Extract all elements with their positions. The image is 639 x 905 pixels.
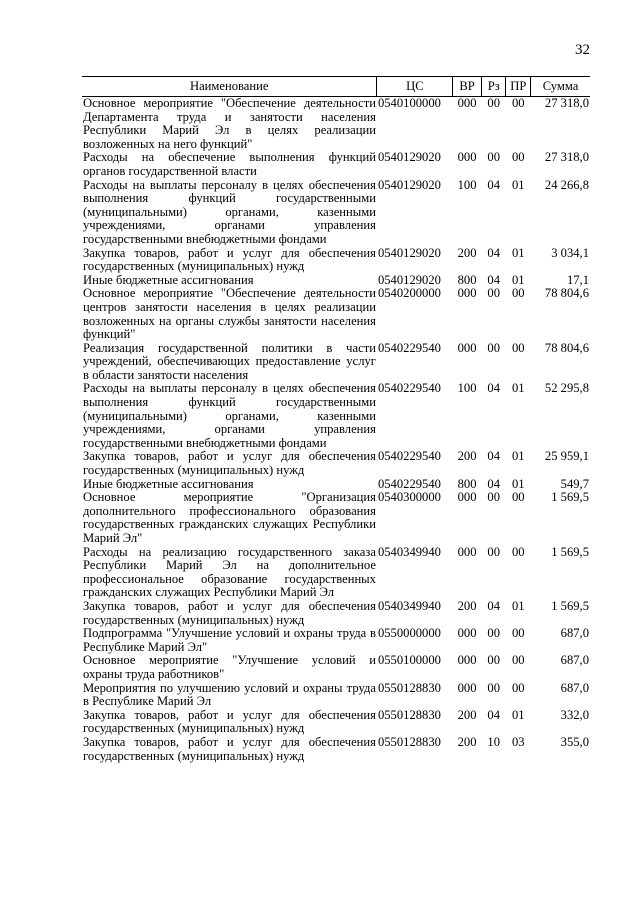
cell-sum: 1 569,5 xyxy=(551,544,589,559)
cell-rz: 00 xyxy=(487,96,500,110)
cell-pr: 01 xyxy=(511,272,525,287)
table-row xyxy=(82,491,590,545)
cell-sum: 24 266,8 xyxy=(544,177,589,192)
header-row xyxy=(82,77,590,97)
cell-rz: 00 xyxy=(487,626,500,641)
column-header-pr: ПР xyxy=(506,77,531,97)
cell-rz: 04 xyxy=(487,707,500,722)
cell-sum: 332,0 xyxy=(560,707,589,722)
cell-cs: 0550128830 xyxy=(377,707,441,722)
cell-name: Закупка товаров, работ и услуг для обеспечения государственных (муниципальных) нужд xyxy=(83,245,376,274)
cell-name: Закупка товаров, работ и услуг для обеспечения государственных (муниципальных) нужд xyxy=(83,449,376,478)
cell-sum: 1 569,5 xyxy=(551,490,589,505)
cell-name: Расходы на выплаты персоналу в целях обеспечения выполнения функций государственными (муниципальными) органами, казенными учреждениями, органами управления государственными внебюджетными фондами xyxy=(83,177,376,246)
cell-pr: 00 xyxy=(511,340,525,355)
cell-sum: 25 959,1 xyxy=(544,449,589,464)
cell-vr: 200 xyxy=(457,734,477,749)
cell-pr: 00 xyxy=(511,626,525,641)
cell-sum: 355,0 xyxy=(560,734,589,749)
cell-name: Подпрограмма "Улучшение условий и охраны труда в Республике Марий Эл" xyxy=(83,626,376,654)
cell-cs: 0550128830 xyxy=(377,734,441,749)
cell-rz: 04 xyxy=(487,272,500,287)
table-row xyxy=(82,478,590,492)
cell-rz: 04 xyxy=(487,449,500,464)
cell-rz: 00 xyxy=(487,150,500,165)
cell-vr: 200 xyxy=(457,598,477,613)
cell-cs: 0540129020 xyxy=(377,150,441,165)
cell-sum: 687,0 xyxy=(560,626,589,641)
cell-name: Закупка товаров, работ и услуг для обеспечения государственных (муниципальных) нужд xyxy=(83,598,376,627)
table-row xyxy=(82,736,590,763)
cell-vr: 000 xyxy=(457,490,477,505)
cell-vr: 100 xyxy=(457,381,477,396)
cell-sum: 687,0 xyxy=(560,680,589,695)
cell-name: Иные бюджетные ассигнования xyxy=(83,476,254,491)
cell-rz: 04 xyxy=(487,476,500,491)
cell-sum: 78 804,6 xyxy=(544,340,589,355)
cell-name: Мероприятия по улучшению условий и охраны труда в Республике Марий Эл xyxy=(83,680,376,709)
cell-cs: 0540229540 xyxy=(377,340,441,355)
column-header-rz: Рз xyxy=(481,77,506,97)
cell-cs: 0540300000 xyxy=(377,490,441,505)
cell-sum: 17,1 xyxy=(566,272,589,287)
cell-sum: 549,7 xyxy=(560,476,589,491)
table-row xyxy=(82,682,590,709)
cell-sum: 3 034,1 xyxy=(551,245,589,260)
table-row xyxy=(82,97,590,152)
cell-rz: 04 xyxy=(487,598,500,613)
cell-pr: 00 xyxy=(511,680,525,695)
cell-cs: 0540129020 xyxy=(377,245,441,260)
cell-cs: 0540200000 xyxy=(377,286,441,301)
table-row xyxy=(82,654,590,681)
cell-rz: 10 xyxy=(487,734,500,749)
cell-rz: 04 xyxy=(487,177,500,192)
cell-vr: 200 xyxy=(457,707,477,722)
cell-cs: 0540349940 xyxy=(377,544,441,559)
cell-sum: 52 295,8 xyxy=(544,381,589,396)
cell-cs: 0540129020 xyxy=(377,177,441,192)
cell-vr: 000 xyxy=(457,340,477,355)
cell-vr: 200 xyxy=(457,449,477,464)
cell-pr: 00 xyxy=(511,544,525,559)
cell-vr: 000 xyxy=(457,96,477,110)
cell-name: Основное мероприятие "Улучшение условий и охраны труда работников" xyxy=(83,653,376,681)
cell-name: Закупка товаров, работ и услуг для обеспечения государственных (муниципальных) нужд xyxy=(83,734,376,763)
cell-pr: 00 xyxy=(511,490,525,505)
cell-pr: 01 xyxy=(511,449,525,464)
table-row xyxy=(82,382,590,450)
cell-sum: 1 569,5 xyxy=(551,598,589,613)
cell-pr: 01 xyxy=(511,476,525,491)
cell-sum: 687,0 xyxy=(560,653,589,668)
page-number: 32 xyxy=(575,42,590,58)
cell-rz: 00 xyxy=(487,680,500,695)
cell-rz: 04 xyxy=(487,381,500,396)
table-row xyxy=(82,247,590,274)
table-header xyxy=(82,77,590,97)
cell-name: Основное мероприятие "Обеспечение деятельности центров занятости населения в целях реализации возложенных на органы службы занятости населения функций" xyxy=(83,286,376,342)
table-row xyxy=(82,342,590,383)
cell-vr: 000 xyxy=(457,286,477,301)
cell-cs: 0540229540 xyxy=(377,449,441,464)
cell-pr: 01 xyxy=(511,245,525,260)
cell-name: Основное мероприятие "Организация дополнительного профессионального образования государственных гражданских служащих Республики Марий Эл" xyxy=(83,490,376,545)
cell-name: Расходы на реализацию государственного заказа Республики Марий Эл на дополнительное профессиональное образование государственных гражданских служащих Республики Марий Эл xyxy=(83,544,376,600)
cell-name: Основное мероприятие "Обеспечение деятельности Департамента труда и занятости населения Республики Марий Эл в целях реализации возложенных на него функций" xyxy=(83,96,376,151)
table-row xyxy=(82,179,590,247)
table-row xyxy=(82,274,590,288)
cell-vr: 800 xyxy=(457,476,477,491)
column-header-cs: ЦС xyxy=(377,77,453,97)
cell-vr: 000 xyxy=(457,680,477,695)
cell-rz: 00 xyxy=(487,653,500,668)
cell-cs: 0540129020 xyxy=(377,272,441,287)
table-row xyxy=(82,600,590,627)
cell-pr: 00 xyxy=(511,286,525,301)
cell-sum: 78 804,6 xyxy=(544,286,589,301)
cell-cs: 0540229540 xyxy=(377,476,441,491)
cell-cs: 0540100000 xyxy=(377,96,441,110)
cell-rz: 00 xyxy=(487,490,500,505)
table-row xyxy=(82,450,590,477)
cell-name: Реализация государственной политики в части учреждений, обеспечивающих предоставление услуг в области занятости населения xyxy=(83,340,376,382)
column-header-name: Наименование xyxy=(82,77,377,97)
cell-cs: 0550100000 xyxy=(377,653,441,668)
cell-pr: 01 xyxy=(511,707,525,722)
cell-rz: 00 xyxy=(487,544,500,559)
budget-table xyxy=(82,76,590,763)
cell-pr: 01 xyxy=(511,598,525,613)
cell-name: Иные бюджетные ассигнования xyxy=(83,272,254,287)
cell-vr: 000 xyxy=(457,544,477,559)
table-row xyxy=(82,627,590,654)
table-body xyxy=(82,97,590,764)
table-row xyxy=(82,546,590,600)
cell-vr: 100 xyxy=(457,177,477,192)
cell-name: Расходы на обеспечение выполнения функций органов государственной власти xyxy=(83,150,376,178)
cell-pr: 00 xyxy=(511,653,525,668)
table-row xyxy=(82,709,590,736)
table-row xyxy=(82,151,590,178)
cell-pr: 03 xyxy=(511,734,525,749)
column-header-vr: ВР xyxy=(453,77,482,97)
cell-cs: 0550128830 xyxy=(377,680,441,695)
column-header-sum: Сумма xyxy=(531,77,590,97)
cell-pr: 00 xyxy=(511,96,525,110)
cell-vr: 800 xyxy=(457,272,477,287)
cell-cs: 0550000000 xyxy=(377,626,441,641)
cell-vr: 000 xyxy=(457,626,477,641)
cell-cs: 0540349940 xyxy=(377,598,441,613)
cell-name: Закупка товаров, работ и услуг для обеспечения государственных (муниципальных) нужд xyxy=(83,707,376,736)
table-row xyxy=(82,287,590,341)
cell-pr: 01 xyxy=(511,381,525,396)
cell-vr: 000 xyxy=(457,653,477,668)
cell-sum: 27 318,0 xyxy=(544,150,589,165)
cell-vr: 000 xyxy=(457,150,477,165)
cell-sum: 27 318,0 xyxy=(544,96,589,110)
cell-rz: 00 xyxy=(487,286,500,301)
cell-rz: 04 xyxy=(487,245,500,260)
cell-vr: 200 xyxy=(457,245,477,260)
cell-cs: 0540229540 xyxy=(377,381,441,396)
cell-name: Расходы на выплаты персоналу в целях обеспечения выполнения функций государственными (муниципальными) органами, казенными учреждениями, органами управления государственными внебюджетными фондами xyxy=(83,381,376,450)
cell-pr: 01 xyxy=(511,177,525,192)
cell-rz: 00 xyxy=(487,340,500,355)
cell-pr: 00 xyxy=(511,150,525,165)
